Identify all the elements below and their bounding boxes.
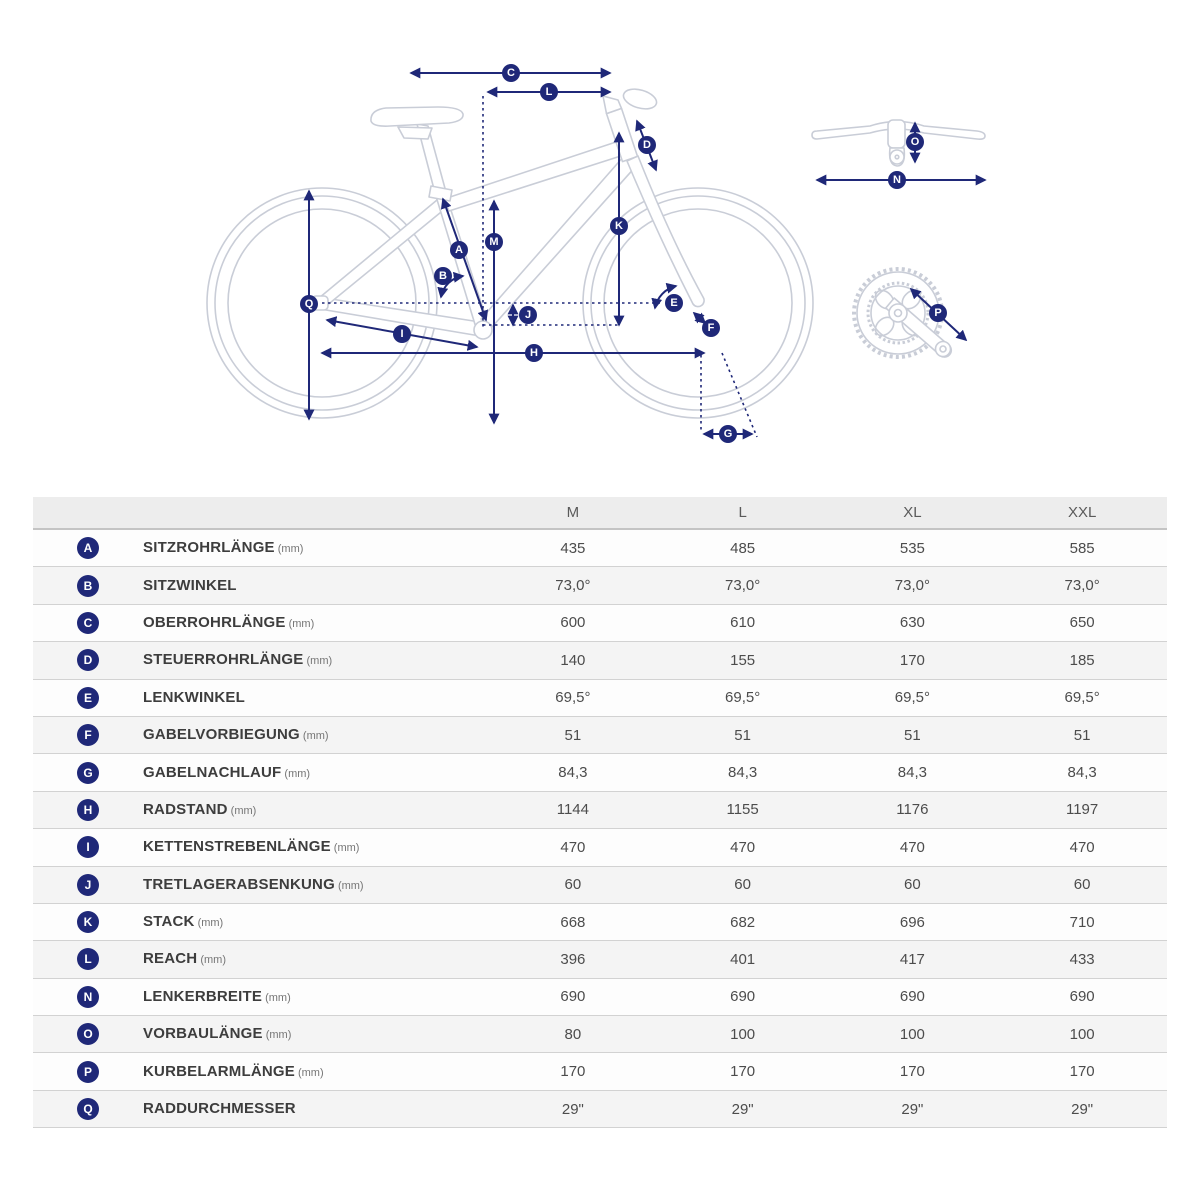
row-label-cell [143, 801, 488, 819]
row-letter-badge: I [77, 836, 99, 858]
table-row [33, 979, 1167, 1016]
row-label-cell [143, 764, 488, 782]
row-value-m: 668 [560, 913, 586, 931]
row-unit: (mm) [265, 1029, 292, 1042]
table-row [33, 642, 1167, 679]
row-unit: (mm) [288, 617, 315, 630]
diagram-label-l: L [540, 83, 558, 101]
row-value-m: 435 [560, 539, 586, 557]
row-value-xl: 69,5° [894, 689, 930, 707]
table-row [33, 680, 1167, 717]
row-label: RADSTAND [143, 800, 228, 818]
row-value-xl: 417 [899, 950, 925, 968]
handlebar-top-view [812, 120, 985, 166]
row-label-cell [143, 726, 488, 744]
row-value-xl: 73,0° [894, 577, 930, 595]
row-label: LENKERBREITE [143, 987, 263, 1005]
diagram-label-f: F [702, 319, 720, 337]
diagram-label-o: O [906, 133, 924, 151]
diagram-label-i: I [393, 325, 411, 343]
row-value-xxl: 170 [1069, 1063, 1095, 1081]
row-label: KETTENSTREBENLÄNGE [143, 838, 331, 856]
row-letter-badge: E [77, 687, 99, 709]
row-value-xl: 51 [904, 726, 921, 744]
row-badge-cell [33, 799, 143, 821]
row-letter-badge: J [77, 874, 99, 896]
row-badge-cell [33, 612, 143, 634]
diagram-label-n: N [888, 171, 906, 189]
row-value-l: 69,5° [725, 689, 761, 707]
row-badge-cell [33, 649, 143, 671]
row-label-cell [143, 1063, 488, 1081]
diagram-label-m: M [485, 233, 503, 251]
row-unit: (mm) [333, 842, 360, 855]
table-body [33, 530, 1167, 1128]
diagram-label-j: J [519, 306, 537, 324]
table-row [33, 717, 1167, 754]
row-letter-badge: P [77, 1061, 99, 1083]
column-header-xxl: XXL [1067, 504, 1097, 521]
table-row [33, 792, 1167, 829]
row-label: STEUERROHRLÄNGE [143, 651, 304, 669]
row-label-cell [143, 539, 488, 557]
row-unit: (mm) [230, 804, 257, 817]
row-value-xxl: 29" [1071, 1100, 1094, 1118]
row-value-l: 485 [730, 539, 756, 557]
row-value-l: 1155 [726, 801, 759, 819]
row-value-xxl: 650 [1069, 614, 1095, 632]
row-value-m: 29" [561, 1100, 584, 1118]
row-unit: (mm) [265, 991, 291, 1004]
row-unit: (mm) [200, 954, 226, 967]
row-unit: (mm) [337, 879, 364, 892]
row-badge-cell [33, 986, 143, 1008]
row-label-cell [143, 1100, 488, 1118]
row-label-cell [143, 838, 488, 856]
row-value-xl: 696 [899, 913, 925, 931]
row-value-l: 100 [730, 1025, 756, 1043]
row-value-xxl: 1197 [1065, 801, 1099, 819]
row-value-xl: 690 [899, 988, 925, 1006]
row-label-cell [143, 577, 488, 595]
table-row [33, 1053, 1167, 1090]
row-value-m: 470 [560, 838, 586, 856]
row-letter-badge: K [77, 911, 99, 933]
row-value-xxl: 710 [1069, 913, 1095, 931]
row-badge-cell [33, 575, 143, 597]
row-letter-badge: A [77, 537, 99, 559]
row-value-xl: 170 [899, 651, 925, 669]
row-value-xl: 60 [904, 876, 921, 894]
row-unit: (mm) [297, 1066, 324, 1079]
diagram-label-d: D [638, 136, 656, 154]
row-label-cell [143, 876, 488, 894]
row-badge-cell [33, 874, 143, 896]
row-letter-badge: L [77, 948, 99, 970]
row-label-cell [143, 913, 488, 931]
table-row [33, 605, 1167, 642]
diagram-label-e: E [665, 294, 683, 312]
row-unit: (mm) [197, 917, 224, 930]
row-badge-cell [33, 836, 143, 858]
row-badge-cell [33, 948, 143, 970]
row-value-m: 51 [564, 726, 582, 744]
row-badge-cell [33, 1098, 143, 1120]
row-value-m: 84,3 [558, 764, 588, 782]
table-row [33, 567, 1167, 604]
row-unit: (mm) [306, 655, 333, 668]
row-badge-cell [33, 911, 143, 933]
row-label: KURBELARMLÄNGE [143, 1062, 295, 1080]
row-value-m: 73,0° [555, 577, 591, 595]
column-header-m: M [566, 504, 580, 521]
row-label-cell [143, 950, 488, 968]
row-value-l: 29" [731, 1100, 754, 1118]
row-letter-badge: G [77, 762, 99, 784]
row-badge-cell [33, 1023, 143, 1045]
row-label-cell [143, 651, 488, 669]
row-label: GABELVORBIEGUNG [143, 726, 300, 744]
diagram-label-g: G [719, 425, 737, 443]
column-header-l: L [738, 504, 747, 521]
row-value-l: 610 [730, 614, 756, 632]
row-value-xl: 535 [899, 539, 925, 557]
bike-line-drawing [0, 0, 1200, 497]
row-value-l: 155 [730, 651, 756, 669]
row-value-xxl: 60 [1073, 876, 1091, 894]
row-value-l: 73,0° [725, 577, 761, 595]
row-label-cell [143, 1025, 488, 1043]
row-label: SITZWINKEL [143, 576, 237, 594]
row-letter-badge: F [77, 724, 99, 746]
table-row [33, 1016, 1167, 1053]
table-row [33, 941, 1167, 978]
diagram-label-h: H [525, 344, 543, 362]
row-label: TRETLAGERABSENKUNG [143, 875, 335, 893]
row-value-xxl: 69,5° [1064, 689, 1100, 707]
row-label: STACK [143, 913, 195, 931]
row-value-xl: 170 [899, 1063, 925, 1081]
row-label-cell [143, 689, 488, 707]
row-value-l: 51 [734, 726, 751, 744]
geometry-diagram [0, 0, 1200, 497]
row-letter-badge: H [77, 799, 99, 821]
row-value-m: 80 [564, 1025, 582, 1043]
row-badge-cell [33, 762, 143, 784]
row-label-cell [143, 988, 488, 1006]
table-header-row [33, 497, 1167, 530]
row-value-xxl: 470 [1069, 838, 1095, 856]
table-row [33, 829, 1167, 866]
row-value-m: 1144 [556, 801, 589, 819]
geometry-table [33, 497, 1167, 1128]
row-value-xl: 100 [899, 1025, 925, 1043]
row-value-xl: 1176 [896, 801, 929, 819]
row-value-m: 60 [564, 876, 582, 894]
row-letter-badge: N [77, 986, 99, 1008]
row-label: VORBAULÄNGE [143, 1025, 263, 1043]
table-row [33, 1091, 1167, 1128]
row-label: REACH [143, 950, 198, 968]
row-label: LENKWINKEL [143, 688, 245, 706]
table-row [33, 867, 1167, 904]
diagram-label-q: Q [300, 295, 318, 313]
row-letter-badge: Q [77, 1098, 99, 1120]
row-unit: (mm) [302, 730, 329, 743]
row-value-xxl: 51 [1073, 726, 1091, 744]
row-value-xl: 29" [901, 1100, 924, 1118]
column-header-xl: XL [903, 504, 922, 521]
row-value-l: 690 [730, 988, 756, 1006]
table-row [33, 530, 1167, 567]
row-badge-cell [33, 724, 143, 746]
table-row [33, 754, 1167, 791]
row-label: SITZROHRLÄNGE [143, 539, 275, 557]
row-value-xl: 84,3 [897, 764, 927, 782]
row-label-cell [143, 614, 488, 632]
diagram-label-a: A [450, 241, 468, 259]
row-badge-cell [33, 1061, 143, 1083]
row-value-m: 140 [560, 651, 586, 669]
row-value-xl: 630 [899, 614, 925, 632]
row-badge-cell [33, 687, 143, 709]
row-value-xxl: 73,0° [1064, 577, 1100, 595]
row-value-xxl: 84,3 [1067, 764, 1097, 782]
row-value-m: 396 [560, 950, 586, 968]
row-value-xxl: 100 [1069, 1025, 1095, 1043]
row-value-xxl: 585 [1069, 539, 1095, 557]
row-unit: (mm) [277, 543, 304, 556]
row-value-l: 470 [730, 838, 756, 856]
row-value-l: 401 [730, 950, 756, 968]
row-value-xxl: 690 [1069, 988, 1095, 1006]
bike-frame [312, 86, 704, 339]
diagram-label-p: P [929, 304, 947, 322]
row-value-xxl: 185 [1069, 651, 1095, 669]
diagram-label-k: K [610, 217, 628, 235]
row-label: GABELNACHLAUF [143, 763, 282, 781]
row-value-l: 170 [730, 1063, 756, 1081]
row-value-xl: 470 [899, 838, 925, 856]
row-value-xxl: 433 [1069, 950, 1095, 968]
row-letter-badge: O [77, 1023, 99, 1045]
row-value-l: 84,3 [728, 764, 758, 782]
diagram-label-c: C [502, 64, 520, 82]
row-label: OBERROHRLÄNGE [143, 613, 286, 631]
row-letter-badge: D [77, 649, 99, 671]
row-unit: (mm) [284, 767, 311, 780]
table-row [33, 904, 1167, 941]
row-value-m: 600 [560, 614, 586, 632]
row-badge-cell [33, 537, 143, 559]
row-value-m: 69,5° [555, 689, 591, 707]
row-value-l: 60 [734, 876, 751, 894]
row-label: RADDURCHMESSER [143, 1100, 296, 1118]
row-letter-badge: C [77, 612, 99, 634]
row-value-m: 690 [560, 988, 586, 1006]
diagram-label-b: B [434, 267, 452, 285]
row-value-l: 682 [730, 913, 756, 931]
row-letter-badge: B [77, 575, 99, 597]
row-value-m: 170 [560, 1063, 586, 1081]
